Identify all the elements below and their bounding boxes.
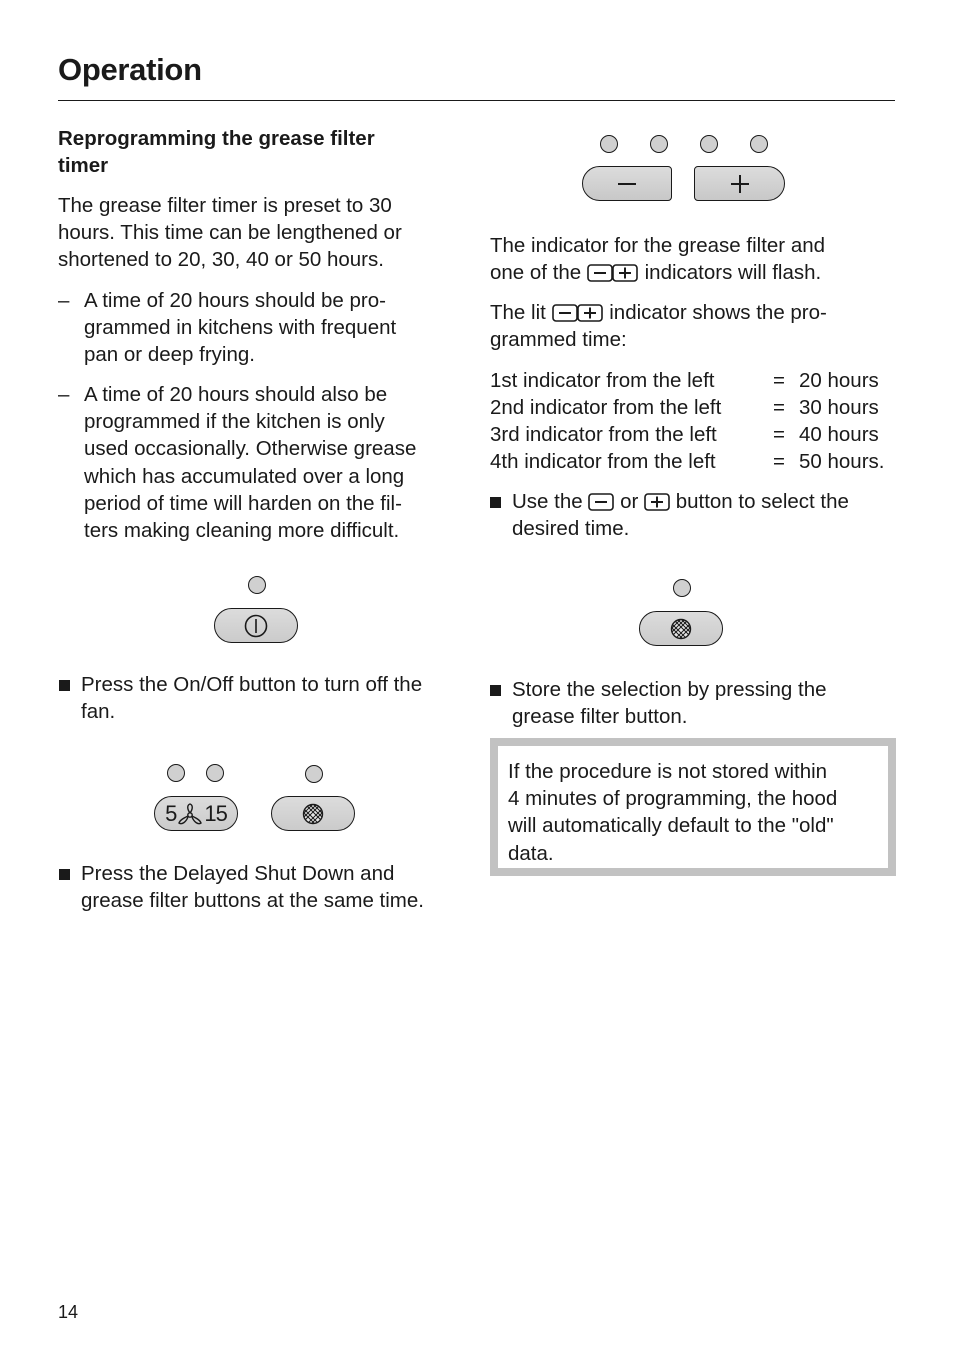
minus-plus-icon xyxy=(587,264,639,282)
note-box xyxy=(490,738,896,876)
step-turn-off-fan: Press the On/Off button to turn off the fan. xyxy=(81,671,471,725)
minus-icon xyxy=(616,173,638,195)
page-number: 14 xyxy=(58,1302,79,1322)
power-icon xyxy=(243,613,269,639)
grease-filter-indicator-light xyxy=(673,579,691,597)
fan-icon xyxy=(177,802,203,826)
plus-button[interactable] xyxy=(694,166,785,201)
bullet-icon xyxy=(490,685,501,696)
grease-filter-icon xyxy=(301,802,325,826)
grease-filter-button[interactable] xyxy=(639,611,723,646)
lit-paragraph: The lit indicator shows the pro- grammed time: xyxy=(490,301,827,352)
minus-plus-icon xyxy=(552,304,604,322)
minus-button[interactable] xyxy=(582,166,672,201)
dash-item-occasional-use: – A time of 20 hours should also be programmed if the kitchen is only used occasionally. Otherwise grease which has accumulated over a long period of time will harden on the fil- ters making cleaning more difficult. xyxy=(58,383,417,543)
note-text: If the procedure is not stored within 4 minutes of programming, the hood will automatically default to the "old" data. xyxy=(508,760,838,865)
grease-filter-icon xyxy=(669,617,693,641)
onoff-button[interactable] xyxy=(214,608,298,643)
time-indicator-light-3 xyxy=(700,135,718,153)
grease-filter-indicator-light xyxy=(305,765,323,783)
plus-icon xyxy=(644,493,670,511)
flash-paragraph: The indicator for the grease filter and one of the indicators will flash. xyxy=(490,234,826,285)
delayed-shutdown-button[interactable]: 5 15 xyxy=(154,796,238,831)
onoff-indicator-light xyxy=(248,576,266,594)
step-store-selection: Store the selection by pressing the grease filter button. xyxy=(512,676,902,730)
time-indicator-light-4 xyxy=(750,135,768,153)
plus-icon xyxy=(729,173,751,195)
step-press-both-buttons: Press the Delayed Shut Down and grease filter buttons at the same time. xyxy=(81,860,481,914)
grease-filter-button[interactable] xyxy=(271,796,355,831)
title-rule xyxy=(58,100,895,101)
section-heading: Reprogramming the grease filter timer xyxy=(58,127,375,177)
delay-indicator-light-15 xyxy=(206,764,224,782)
bullet-icon xyxy=(490,497,501,508)
time-indicator-light-2 xyxy=(650,135,668,153)
intro-paragraph: The grease filter timer is preset to 30 hours. This time can be lengthened or shortened to 20, 30, 40 or 50 hours. xyxy=(58,194,402,272)
step-select-time: Use the or button to select the desired time. xyxy=(512,488,902,542)
bullet-icon xyxy=(59,869,70,880)
dash-item-frequent-frying: – A time of 20 hours should be pro- grammed in kitchens with frequent pan or deep frying. xyxy=(58,289,397,367)
time-indicator-light-1 xyxy=(600,135,618,153)
page-title: Operation xyxy=(58,52,202,87)
delay-indicator-light-5 xyxy=(167,764,185,782)
minus-icon xyxy=(588,493,614,511)
bullet-icon xyxy=(59,680,70,691)
